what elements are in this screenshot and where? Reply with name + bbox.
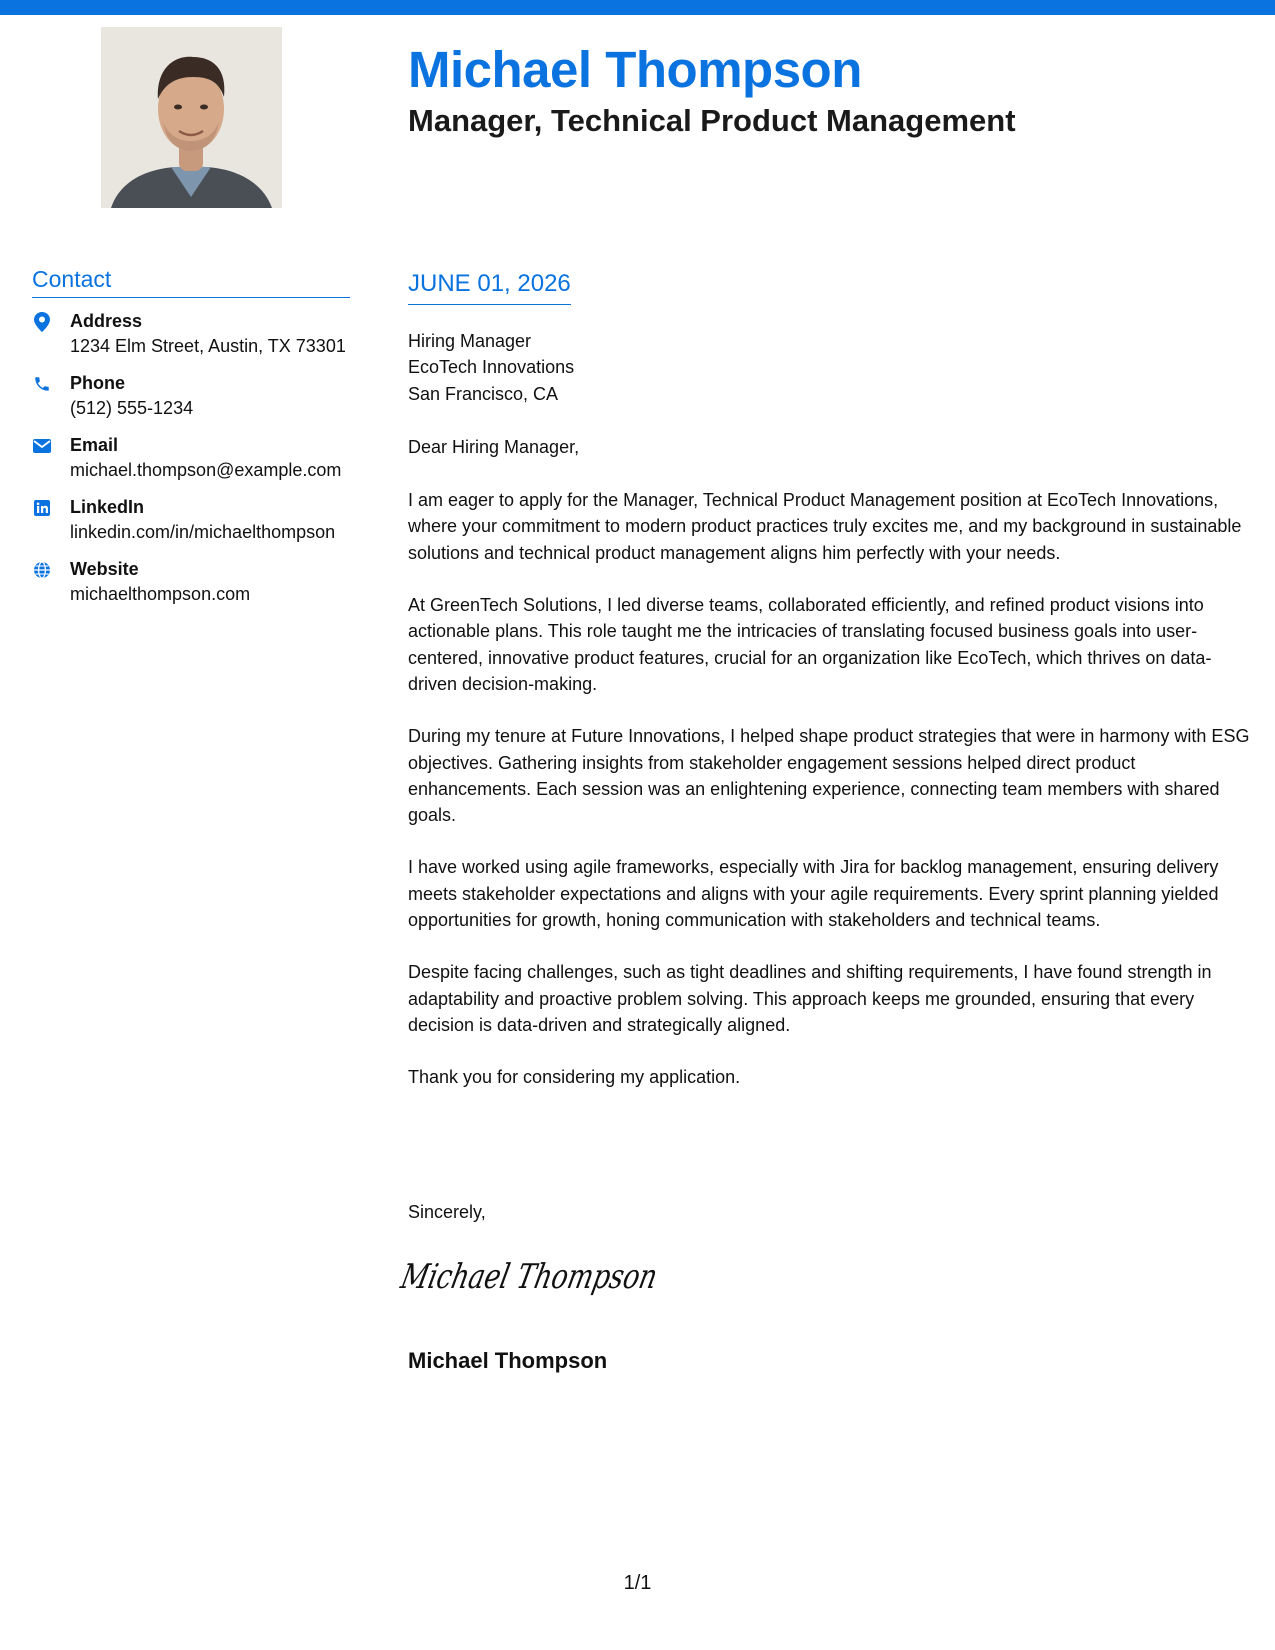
letter-paragraph: I have worked using agile frameworks, especially with Jira for backlog management, ensuring delivery meets stakeholder expectations and aligns with your agile requirements. Every sprint planning yielded opportunities for growth, honing communication with stakeholders and technical teams. bbox=[408, 857, 1219, 931]
letter-paragraph: During my tenure at Future Innovations, I helped shape product strategies that were in harmony with ESG objectives. Gathering insights from stakeholder engagement sessions helped direct product enhancements. Each session was an enlightening experience, connecting team members with shared goals. bbox=[408, 726, 1250, 826]
envelope-icon bbox=[32, 436, 52, 456]
recipient-block bbox=[408, 328, 1253, 407]
contact-item-email bbox=[32, 433, 362, 483]
salutation: Dear Hiring Manager, bbox=[408, 436, 580, 457]
website-value[interactable]: michaelthompson.com bbox=[70, 584, 251, 604]
recipient-line: EcoTech Innovations bbox=[408, 357, 575, 378]
contact-item-website bbox=[32, 557, 362, 607]
recipient-line: Hiring Manager bbox=[408, 331, 532, 351]
handwritten-signature bbox=[397, 1252, 734, 1304]
contact-heading: Contact bbox=[32, 266, 350, 298]
top-accent-bar bbox=[0, 0, 1275, 15]
contact-list bbox=[32, 309, 362, 607]
phone-icon bbox=[32, 374, 52, 394]
contact-label: LinkedIn bbox=[70, 497, 145, 517]
recipient-line: San Francisco, CA bbox=[408, 383, 559, 404]
phone-value: (512) 555-1234 bbox=[70, 398, 194, 418]
globe-icon bbox=[32, 560, 52, 580]
page-number: 1/1 bbox=[623, 1572, 652, 1594]
sign-off: Sincerely, bbox=[408, 1202, 486, 1222]
contact-label: Website bbox=[70, 559, 139, 579]
svg-text:Michael Thompson: Michael Thompson bbox=[397, 1257, 734, 1297]
letter-body bbox=[408, 328, 1253, 1091]
contact-label: Phone bbox=[70, 373, 126, 393]
contact-item-linkedin bbox=[32, 495, 362, 545]
letter-paragraph: Despite facing challenges, such as tight deadlines and shifting requirements, I have found strength in adaptability and proactive problem solving. This approach keeps me grounded, ensuring that every decision is data-driven and strategically aligned. bbox=[408, 962, 1212, 1035]
linkedin-icon bbox=[32, 498, 52, 518]
letter-date: JUNE 01, 2026 bbox=[408, 270, 571, 305]
map-pin-icon bbox=[32, 312, 52, 332]
job-title: Manager, Technical Product Management bbox=[408, 103, 1016, 138]
contact-item-address bbox=[32, 309, 362, 359]
email-value[interactable]: michael.thompson@example.com bbox=[70, 460, 342, 480]
contact-item-phone bbox=[32, 371, 362, 421]
letter-paragraph: I am eager to apply for the Manager, Technical Product Management position at EcoTech Innovations, where your commitment to modern product practices truly excites me, and my background in sustainable solutions and technical product management aligns him perfectly with your needs. bbox=[408, 490, 1242, 563]
contact-label: Address bbox=[70, 311, 143, 331]
signer-name: Michael Thompson bbox=[408, 1348, 608, 1373]
letter-paragraph: At GreenTech Solutions, I led diverse teams, collaborated efficiently, and refined product visions into actionable plans. This role taught me the intricacies of translating focused business goals into user-centered, innovative product features, crucial for an organization like EcoTech, which thrives on data-driven decision-making. bbox=[408, 595, 1212, 694]
linkedin-value[interactable]: linkedin.com/in/michaelthompson bbox=[70, 522, 336, 542]
contact-label: Email bbox=[70, 435, 119, 455]
closing-line: Thank you for considering my application. bbox=[408, 1067, 741, 1088]
applicant-name: Michael Thompson bbox=[408, 41, 862, 98]
profile-photo bbox=[101, 27, 282, 208]
address-value: 1234 Elm Street, Austin, TX 73301 bbox=[70, 336, 346, 356]
